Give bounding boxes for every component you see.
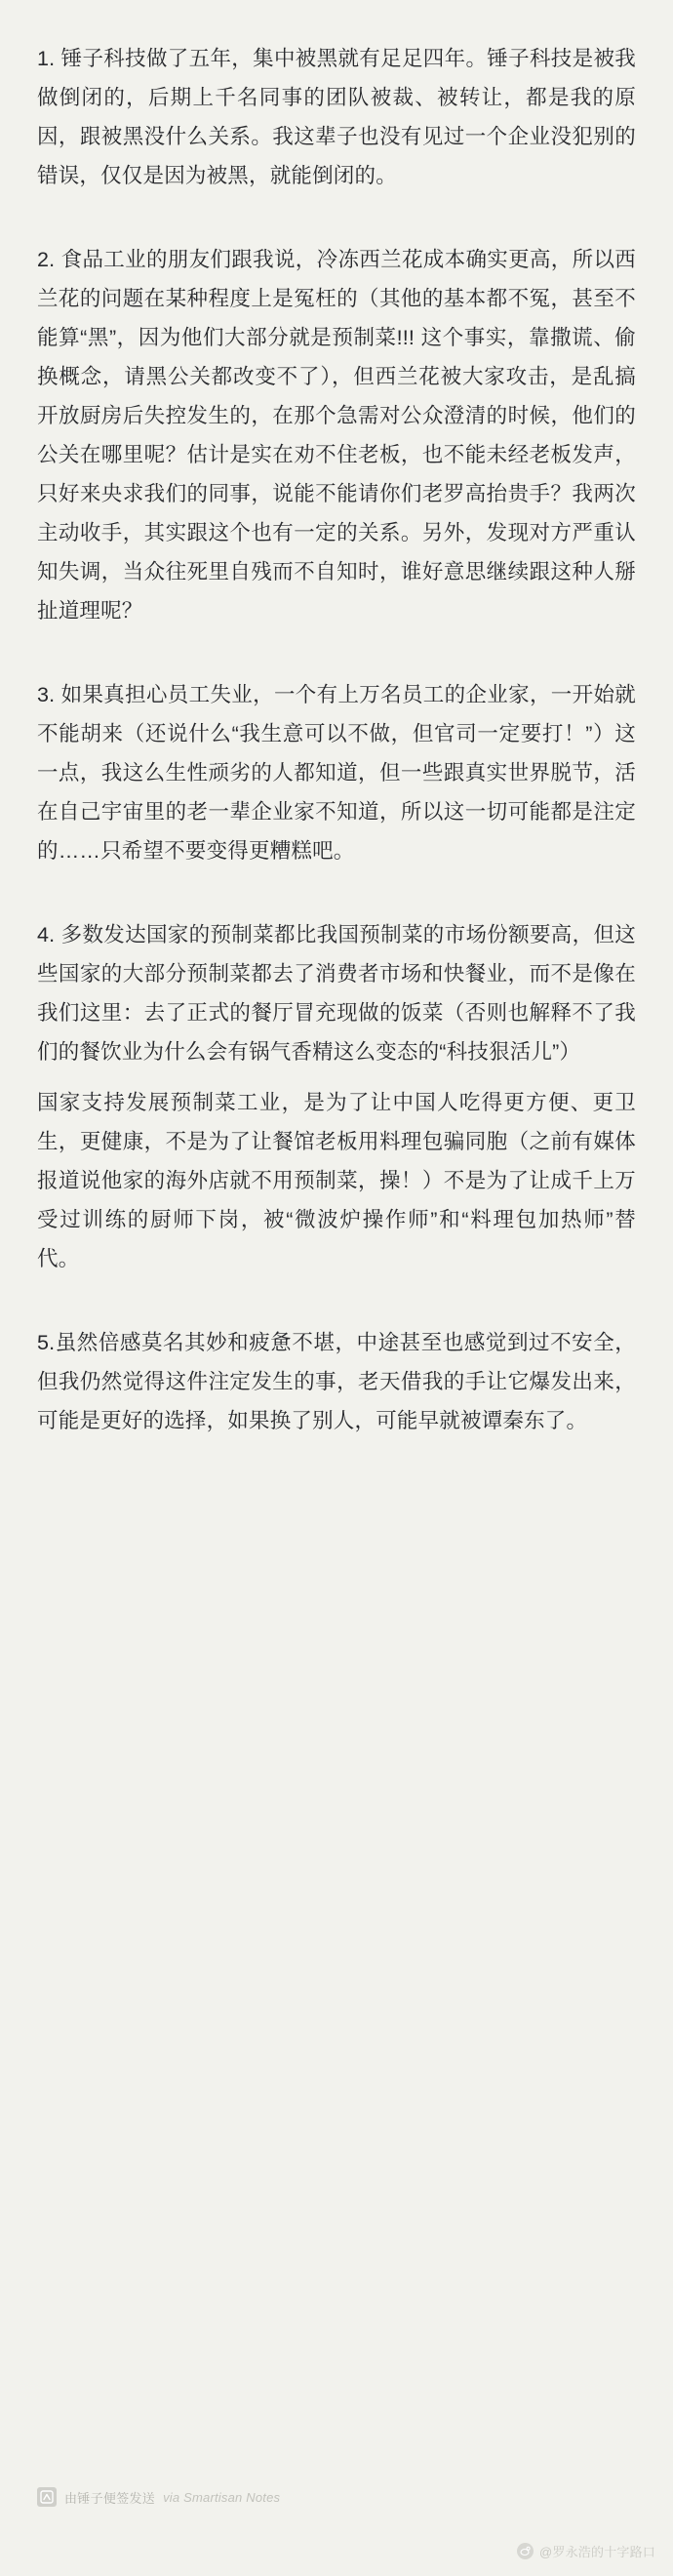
paragraph-4a: 4. 多数发达国家的预制菜都比我国预制菜的市场份额要高，但这些国家的大部分预制菜都去了消费者市场和快餐业，而不是像在我们这里：去了正式的餐厅冒充现做的饭菜（否则也解释不了我们的餐饮业为什么会有锅气香精这么变态的“科技狠活儿”） — [37, 923, 636, 1064]
paragraph-2: 2. 食品工业的朋友们跟我说，冷冻西兰花成本确实更高，所以西兰花的问题在某种程度上是冤枉的（其他的基本都不冤，甚至不能算“黑”，因为他们大部分就是预制菜!!! 这个事实，靠撒谎、偷换概念，请黑公关都改变不了），但西兰花被大家攻击，是乱搞开放厨房后失控发生的，在那个急需对公众澄清的时候，他们的公关在哪里呢？估计是实在劝不住老板，也不能未经老板发声，只好来央求我们的同事，说能不能请你们老罗高抬贵手？我两次主动收手，其实跟这个也有一定的关系。另外，发现对方严重认知失调，当众往死里自残而不自知时，谁好意思继续跟这种人掰扯道理呢？ — [37, 248, 636, 623]
paragraph-3: 3. 如果真担心员工失业，一个有上万名员工的企业家，一开始就不能胡来（还说什么“我生意可以不做，但官司一定要打！”）这一点，我这么生性顽劣的人都知道，但一些跟真实世界脱节，活在自己宇宙里的老一辈企业家不知道，所以这一切可能都是注定的……只希望不要变得更糟糕吧。 — [37, 683, 636, 863]
watermark-text: @罗永浩的十字路口 — [539, 2545, 655, 2559]
weibo-icon — [517, 2543, 534, 2559]
footer-brand-text: via Smartisan Notes — [163, 2489, 281, 2505]
paragraph-5: 5.虽然倍感莫名其妙和疲惫不堪，中途甚至也感觉到过不安全，但我仍然觉得这件注定发生的事，老天借我的手让它爆发出来，可能是更好的选择，如果换了别人，可能早就被谭秦东了。 — [37, 1331, 636, 1432]
smartisan-logo-icon — [37, 2487, 57, 2507]
note-body — [0, 39, 673, 1440]
note-footer — [0, 2480, 673, 2514]
paragraph-1: 1. 锤子科技做了五年，集中被黑就有足足四年。锤子科技是被我做倒闭的，后期上千名同事的团队被裁、被转让，都是我的原因，跟被黑没什么关系。我这辈子也没有见过一个企业没犯别的错误，仅仅是因为被黑，就能倒闭的。 — [37, 47, 636, 187]
footer-source-text: 由锤子便签发送 — [64, 2490, 156, 2506]
paragraph-4b: 国家支持发展预制菜工业，是为了让中国人吃得更方便、更卫生，更健康，不是为了让餐馆老板用料理包骗同胞（之前有媒体报道说他家的海外店就不用预制菜，操！）不是为了让成千上万受过训练的厨师下岗，被“微波炉操作师”和“料理包加热师”替代。 — [37, 1091, 636, 1270]
watermark — [517, 2542, 655, 2560]
